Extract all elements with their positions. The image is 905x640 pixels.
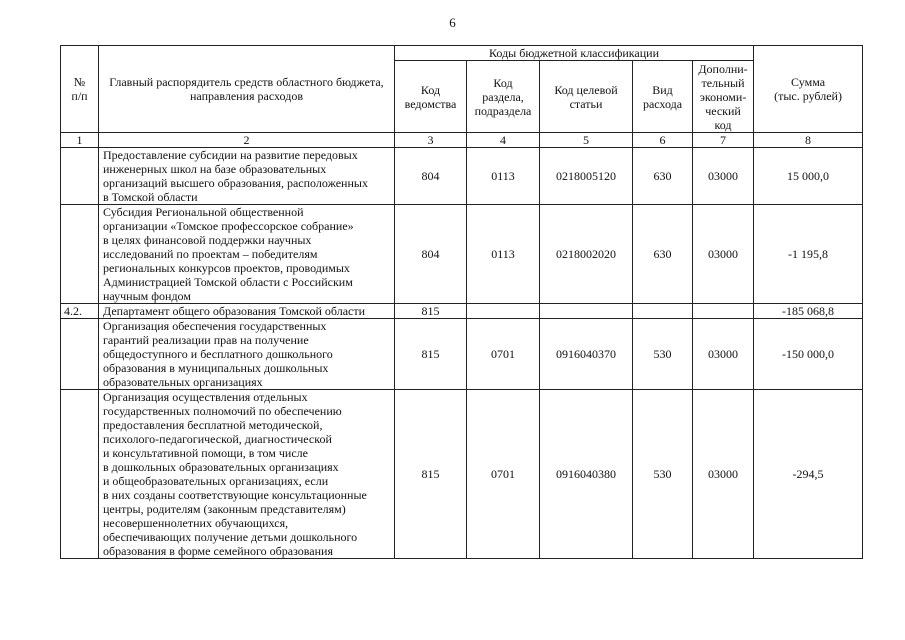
header-target-label: Код целевой статьи [554,82,618,111]
row-number [61,148,99,205]
row-sum: 15 000,0 [754,148,863,205]
header-type [633,61,693,133]
description-line: гарантий реализации прав на получение [103,333,309,347]
description-line: Организация осуществления отдельных [103,390,308,404]
table-body [61,148,863,559]
description-line: предоставления бесплатной методической, [103,418,323,432]
description-line: образования в форме семейного образования [103,544,333,558]
row-description [99,205,395,304]
row-target-code [540,304,633,319]
row-dept-code: 804 [395,148,467,205]
description-line: региональных конкурсов проектов, проводимых [103,261,350,275]
column-number: 5 [540,133,633,148]
column-number: 8 [754,133,863,148]
column-number: 2 [99,133,395,148]
header-extra [693,61,754,133]
row-expense-type [633,304,693,319]
row-expense-type: 630 [633,205,693,304]
row-extra-code: 03000 [693,148,754,205]
row-description [99,304,395,319]
column-number: 3 [395,133,467,148]
description-line: и консультативной помощи, в том числе [103,446,308,460]
row-extra-code: 03000 [693,390,754,559]
column-number: 1 [61,133,99,148]
row-dept-code: 815 [395,319,467,390]
page-number: 6 [449,15,456,30]
description-line: несовершеннолетних обучающихся, [103,516,289,530]
header-extra-label: Дополни- тельный экономи- ческий код [698,61,748,132]
column-number: 6 [633,133,693,148]
row-section-code [467,304,540,319]
row-sum: -1 195,8 [754,205,863,304]
description-line: обеспечивающих получение детьми дошкольного [103,530,358,544]
table-row [61,205,863,304]
row-extra-code: 03000 [693,205,754,304]
row-section-code: 0701 [467,390,540,559]
description-line: организации «Томское профессорское собрание» [103,219,354,233]
column-number-row [61,133,863,148]
row-dept-code: 815 [395,390,467,559]
description-line: государственных полномочий по обеспечению [103,404,342,418]
row-sum: -294,5 [754,390,863,559]
table-row [61,304,863,319]
header-dept-label: Код ведомства [404,82,457,111]
description-line: общедоступного и бесплатного дошкольного [103,347,333,361]
row-section-code: 0113 [467,205,540,304]
description-line: организаций высшего образования, расположенных [103,176,368,190]
header-num-label: № п/п [71,75,88,103]
description-line: образования в муниципальных дошкольных [103,361,329,375]
row-expense-type: 530 [633,390,693,559]
description-line: в Томской области [103,190,198,204]
row-expense-type: 630 [633,148,693,205]
row-description [99,148,395,205]
header-section [467,61,540,133]
description-line: образовательных организациях [103,375,263,389]
header-dept [395,61,467,133]
column-number: 7 [693,133,754,148]
description-line: психолого-педагогической, диагностической [103,432,332,446]
table-row [61,390,863,559]
row-section-code: 0113 [467,148,540,205]
row-number: 4.2. [61,304,99,319]
row-extra-code [693,304,754,319]
table-row [61,319,863,390]
row-target-code: 0916040380 [540,390,633,559]
header-sum [754,46,863,133]
row-number [61,205,99,304]
row-sum: -150 000,0 [754,319,863,390]
description-line: инженерных школ на базе образовательных [103,162,327,176]
header-group [395,46,754,61]
description-line: Администрацией Томской области с Российским [103,275,353,289]
header-row-group [61,46,863,61]
row-target-code: 0916040370 [540,319,633,390]
header-main-label: Главный распорядитель средств областного бюджета, направления расходов [109,75,384,103]
row-target-code: 0218002020 [540,205,633,304]
description-line: и общеобразовательных организациях, если [103,474,329,488]
row-extra-code: 03000 [693,319,754,390]
description-line: Департамент общего образования Томской области [103,304,366,318]
header-group-label: Коды бюджетной классификации [489,46,660,60]
column-number: 4 [467,133,540,148]
description-line: центры, родителям (законным представителям) [103,502,346,516]
row-section-code: 0701 [467,319,540,390]
description-line: в целях финансовой поддержки научных [103,233,312,247]
description-line: в дошкольных образовательных организациях [103,460,339,474]
description-line: Предоставление субсидии на развитие передовых [103,148,358,162]
row-sum: -185 068,8 [754,304,863,319]
budget-table [60,45,863,559]
header-num [61,46,99,133]
header-target [540,61,633,133]
header-main [99,46,395,133]
row-description [99,390,395,559]
row-description [99,319,395,390]
header-type-label: Вид расхода [642,82,683,111]
row-number [61,390,99,559]
row-dept-code: 815 [395,304,467,319]
header-section-label: Код раздела, подраздела [474,75,532,118]
header-sum-label: Сумма (тыс. рублей) [774,75,842,103]
table-row [61,148,863,205]
description-line: Субсидия Региональной общественной [103,205,304,219]
description-line: исследований по проектам – победителям [103,247,318,261]
description-line: научным фондом [103,289,191,303]
row-number [61,319,99,390]
row-target-code: 0218005120 [540,148,633,205]
row-expense-type: 530 [633,319,693,390]
description-line: Организация обеспечения государственных [103,319,327,333]
row-dept-code: 804 [395,205,467,304]
description-line: в них созданы соответствующие консультационные [103,488,367,502]
